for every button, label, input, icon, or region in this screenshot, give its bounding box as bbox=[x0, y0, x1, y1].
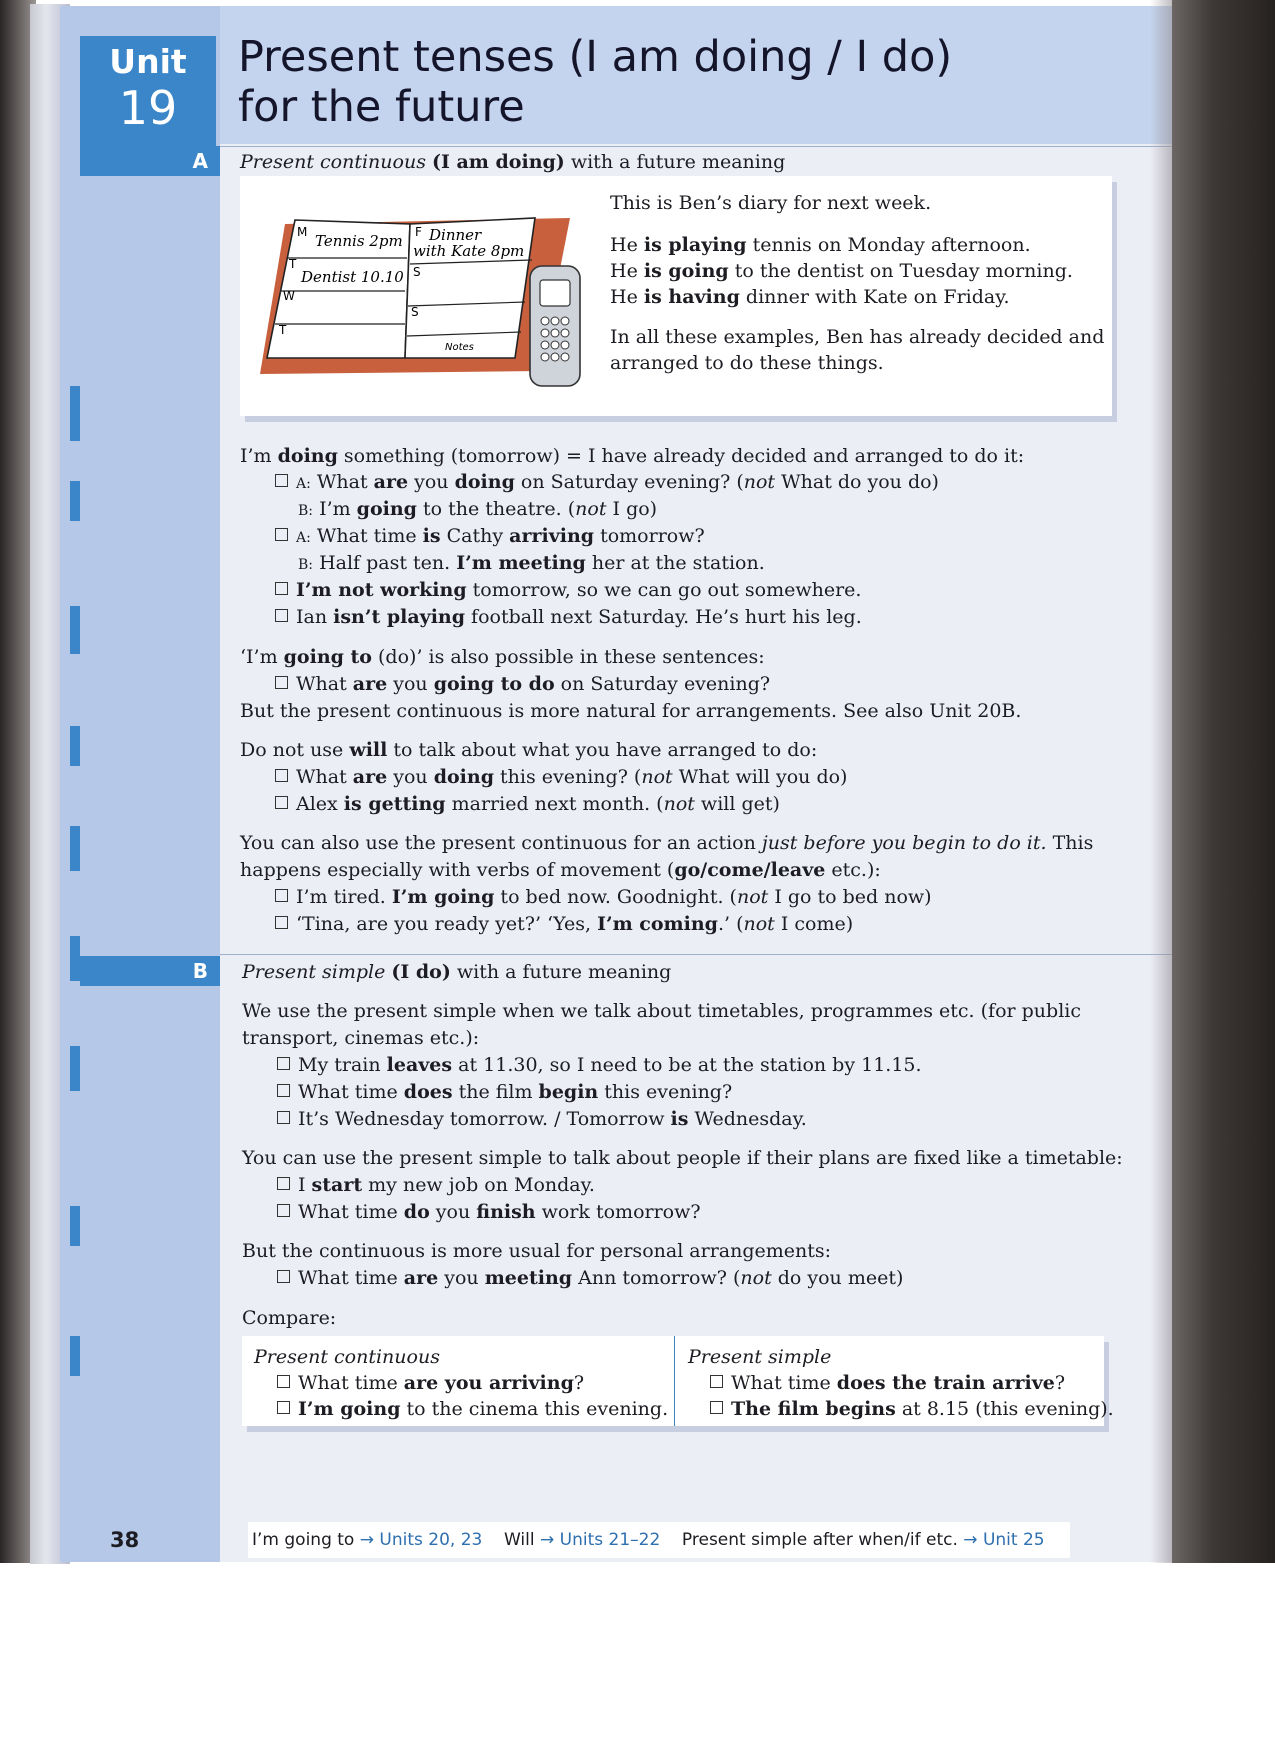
checkbox-icon bbox=[277, 1375, 290, 1388]
textbook-page bbox=[60, 6, 1172, 1562]
diary-entry: with Kate 8pm bbox=[413, 242, 525, 260]
diary-example: He is having dinner with Kate on Friday. bbox=[610, 286, 1010, 308]
page-number: 38 bbox=[110, 1528, 140, 1552]
compare-example: What time are you arriving? bbox=[277, 1370, 584, 1396]
example: It’s Wednesday tomorrow. / Tomorrow is Wednesday. bbox=[277, 1106, 807, 1132]
footer-label: Present simple after when/if etc. bbox=[681, 1530, 958, 1550]
rule-text: You can also use the present continuous for an action just before you begin to do it. This bbox=[240, 832, 1094, 854]
checkbox-icon bbox=[275, 796, 288, 809]
checkbox-icon bbox=[275, 609, 288, 622]
diary-example: He is playing tennis on Monday afternoon. bbox=[610, 234, 1031, 256]
checkbox-icon bbox=[277, 1057, 290, 1070]
checkbox-icon bbox=[275, 474, 288, 487]
scan-background-right bbox=[1172, 0, 1275, 1563]
footer-label: Will bbox=[503, 1530, 535, 1550]
diary-entry: Dinner bbox=[429, 226, 482, 244]
example: What time does the film begin this evening? bbox=[277, 1079, 732, 1105]
rule-text: Do not use will to talk about what you have arranged to do: bbox=[240, 739, 818, 761]
edge-stripe bbox=[70, 936, 80, 981]
arrow-icon: → bbox=[359, 1530, 374, 1550]
section-b-marker: B bbox=[80, 956, 220, 986]
diary-day: S bbox=[411, 305, 419, 319]
unit-label: Unit bbox=[109, 42, 187, 81]
edge-stripe bbox=[70, 386, 80, 441]
example: I’m not working tomorrow, so we can go out somewhere. bbox=[275, 577, 861, 603]
compare-label: Compare: bbox=[242, 1307, 337, 1329]
rule-text: We use the present simple when we talk about timetables, programmes etc. (for public bbox=[242, 1000, 1081, 1022]
divider bbox=[220, 954, 1172, 955]
checkbox-icon bbox=[277, 1401, 290, 1414]
example: Alex is getting married next month. (not will get) bbox=[275, 791, 780, 817]
section-b-heading: Present simple (I do) with a future meaning bbox=[242, 961, 672, 983]
example: What time do you finish work tomorrow? bbox=[277, 1199, 701, 1225]
section-a-marker: A bbox=[80, 146, 220, 176]
page-title bbox=[238, 32, 1058, 132]
edge-stripe bbox=[70, 826, 80, 871]
side-column bbox=[60, 6, 220, 1562]
units-link[interactable]: Units 21–22 bbox=[559, 1530, 661, 1550]
checkbox-icon bbox=[277, 1084, 290, 1097]
compare-example: I’m going to the cinema this evening. bbox=[277, 1396, 668, 1422]
diary-intro: This is Ben’s diary for next week. bbox=[610, 192, 932, 214]
compare-example: What time does the train arrive? bbox=[710, 1370, 1065, 1396]
title-line-1: Present tenses (I am doing / I do) bbox=[238, 32, 953, 82]
checkbox-icon bbox=[277, 1177, 290, 1190]
rule-text: transport, cinemas etc.): bbox=[242, 1027, 480, 1049]
edge-stripe bbox=[70, 606, 80, 654]
checkbox-icon bbox=[277, 1204, 290, 1217]
example: What time are you meeting Ann tomorrow? (not do you meet) bbox=[277, 1265, 903, 1291]
rule-text: But the continuous is more usual for personal arrangements: bbox=[242, 1240, 832, 1262]
diary-entry: Dentist 10.10 bbox=[301, 268, 404, 286]
checkbox-icon bbox=[275, 889, 288, 902]
rule-text: You can use the present simple to talk about people if their plans are fixed like a timetable: bbox=[242, 1147, 1123, 1169]
unit-badge bbox=[80, 36, 216, 148]
compare-right-title: Present simple bbox=[688, 1346, 832, 1368]
example: What are you going to do on Saturday evening? bbox=[275, 671, 770, 697]
diary-day: M bbox=[297, 225, 308, 239]
example: A: What time is Cathy arriving tomorrow? bbox=[275, 523, 705, 551]
footer-label: I’m going to bbox=[252, 1530, 355, 1550]
checkbox-icon bbox=[275, 528, 288, 541]
example: What are you doing this evening? (not What will you do) bbox=[275, 764, 847, 790]
section-a-heading: Present continuous (I am doing) with a future meaning bbox=[240, 151, 786, 173]
rule-text: I’m doing something (tomorrow) = I have already decided and arranged to do it: bbox=[240, 445, 1025, 467]
rule-text: But the present continuous is more natural for arrangements. See also Unit 20B. bbox=[240, 700, 1022, 722]
checkbox-icon bbox=[710, 1401, 723, 1414]
checkbox-icon bbox=[277, 1270, 290, 1283]
edge-stripe bbox=[70, 726, 80, 766]
diary-day: F bbox=[415, 225, 422, 239]
compare-example: The film begins at 8.15 (this evening). bbox=[710, 1396, 1114, 1422]
example: I’m tired. I’m going to bed now. Goodnight. (not I go to bed now) bbox=[275, 884, 932, 910]
example: A: What are you doing on Saturday evening? (not What do you do) bbox=[275, 469, 939, 497]
compare-divider bbox=[674, 1336, 675, 1426]
diary-entry: Tennis 2pm bbox=[315, 232, 403, 250]
rule-text: ‘I’m going to (do)’ is also possible in these sentences: bbox=[240, 646, 765, 668]
rule-text: happens especially with verbs of movement (go/come/leave etc.): bbox=[240, 859, 881, 881]
edge-stripe bbox=[70, 1336, 80, 1376]
checkbox-icon bbox=[275, 769, 288, 782]
example: I start my new job on Monday. bbox=[277, 1172, 595, 1198]
edge-stripe bbox=[70, 481, 80, 521]
checkbox-icon bbox=[710, 1375, 723, 1388]
diary-example: He is going to the dentist on Tuesday morning. bbox=[610, 260, 1073, 282]
unit-number: 19 bbox=[118, 81, 178, 135]
diary-box bbox=[240, 176, 1112, 416]
edge-stripe bbox=[70, 1206, 80, 1246]
diary-illustration bbox=[245, 196, 585, 406]
title-line-2: for the future bbox=[238, 82, 525, 132]
compare-left-title: Present continuous bbox=[254, 1346, 440, 1368]
example: My train leaves at 11.30, so I need to be at the station by 11.15. bbox=[277, 1052, 922, 1078]
example: B: Half past ten. I’m meeting her at the station. bbox=[298, 552, 765, 574]
checkbox-icon bbox=[275, 916, 288, 929]
compare-box bbox=[242, 1336, 1114, 1426]
checkbox-icon bbox=[277, 1111, 290, 1124]
diary-note: arranged to do these things. bbox=[610, 352, 884, 374]
unit-link[interactable]: Unit 25 bbox=[982, 1530, 1045, 1550]
diary-day: T bbox=[279, 323, 287, 337]
example: Ian isn’t playing football next Saturday. He’s hurt his leg. bbox=[275, 604, 862, 630]
checkbox-icon bbox=[275, 676, 288, 689]
cross-reference-bar bbox=[248, 1522, 1070, 1558]
arrow-icon: → bbox=[540, 1530, 555, 1550]
diary-notes-label: Notes bbox=[445, 342, 474, 353]
diary-day: W bbox=[283, 289, 295, 303]
arrow-icon: → bbox=[963, 1530, 978, 1550]
diary-day: T bbox=[289, 257, 297, 271]
example: B: I’m going to the theatre. (not I go) bbox=[298, 498, 658, 520]
units-link[interactable]: Units 20, 23 bbox=[379, 1530, 483, 1550]
diary-note: In all these examples, Ben has already decided and bbox=[610, 326, 1105, 348]
checkbox-icon bbox=[275, 582, 288, 595]
diary-day: S bbox=[413, 265, 421, 279]
divider bbox=[220, 146, 1172, 147]
example: ‘Tina, are you ready yet?’ ‘Yes, I’m coming.’ (not I come) bbox=[275, 911, 853, 937]
edge-stripe bbox=[70, 1046, 80, 1091]
